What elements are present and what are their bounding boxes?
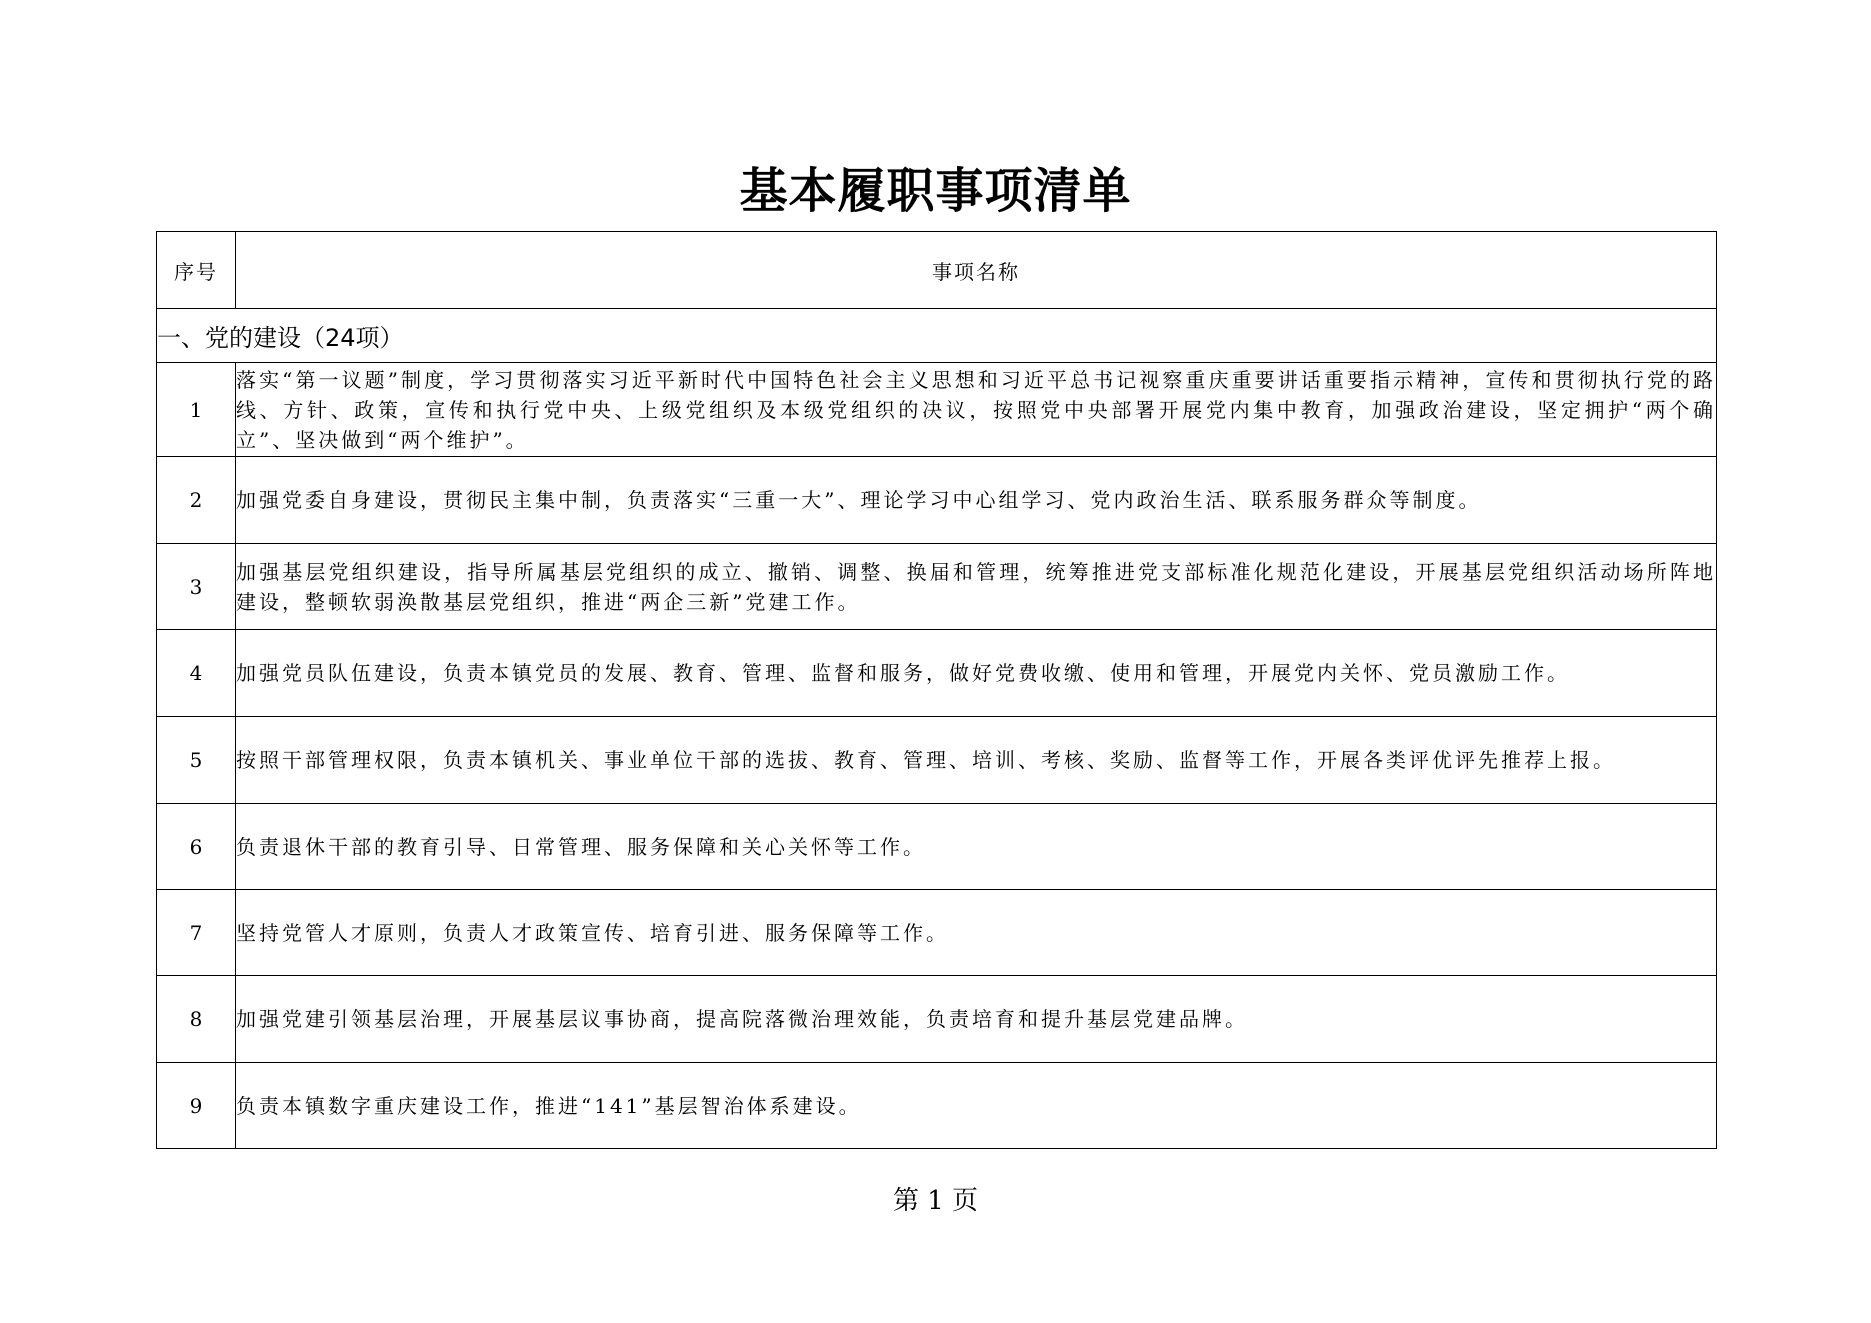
row-text: 负责本镇数字重庆建设工作，推进“141”基层智治体系建设。 <box>236 1063 1717 1149</box>
row-index: 8 <box>157 976 236 1063</box>
row-index: 7 <box>157 890 236 976</box>
table-header-row <box>157 232 1717 309</box>
row-text: 加强党员队伍建设，负责本镇党员的发展、教育、管理、监督和服务，做好党费收缴、使用和管理，开展党内关怀、党员激励工作。 <box>236 630 1717 717</box>
table-row <box>157 976 1717 1063</box>
section-heading-row <box>157 309 1717 363</box>
table-row <box>157 544 1717 630</box>
row-text: 加强基层党组织建设，指导所属基层党组织的成立、撤销、调整、换届和管理，统筹推进党支部标准化规范化建设，开展基层党组织活动场所阵地建设，整顿软弱涣散基层党组织，推进“两企三新”党建工作。 <box>236 544 1717 630</box>
row-text: 落实“第一议题”制度，学习贯彻落实习近平新时代中国特色社会主义思想和习近平总书记视察重庆重要讲话重要指示精神，宣传和贯彻执行党的路线、方针、政策，宣传和执行党中央、上级党组织及本级党组织的决议，按照党中央部署开展党内集中教育，加强政治建设，坚定拥护“两个确立”、坚决做到“两个维护”。 <box>236 363 1717 457</box>
row-index: 6 <box>157 804 236 890</box>
page-number: 第 1 页 <box>892 1186 979 1216</box>
row-index: 2 <box>157 457 236 544</box>
page-title: 基本履职事项清单 <box>739 163 1132 219</box>
row-text: 加强党建引领基层治理，开展基层议事协商，提高院落微治理效能，负责培育和提升基层党建品牌。 <box>236 976 1717 1063</box>
table-row <box>157 630 1717 717</box>
table-row <box>157 804 1717 890</box>
duty-table <box>156 231 1717 1149</box>
table-row <box>157 457 1717 544</box>
header-name: 事项名称 <box>236 232 1717 309</box>
table-row <box>157 717 1717 804</box>
header-index: 序号 <box>157 232 236 309</box>
row-index: 4 <box>157 630 236 717</box>
table-row <box>157 890 1717 976</box>
table-row <box>157 1063 1717 1149</box>
row-text: 坚持党管人才原则，负责人才政策宣传、培育引进、服务保障等工作。 <box>236 890 1717 976</box>
row-text: 加强党委自身建设，贯彻民主集中制，负责落实“三重一大”、理论学习中心组学习、党内政治生活、联系服务群众等制度。 <box>236 457 1717 544</box>
section-heading: 一、党的建设（24项） <box>157 309 1717 363</box>
row-index: 5 <box>157 717 236 804</box>
row-index: 1 <box>157 363 236 457</box>
row-text: 按照干部管理权限，负责本镇机关、事业单位干部的选拔、教育、管理、培训、考核、奖励、监督等工作，开展各类评优评先推荐上报。 <box>236 717 1717 804</box>
row-index: 9 <box>157 1063 236 1149</box>
table-row <box>157 363 1717 457</box>
row-index: 3 <box>157 544 236 630</box>
row-text: 负责退休干部的教育引导、日常管理、服务保障和关心关怀等工作。 <box>236 804 1717 890</box>
